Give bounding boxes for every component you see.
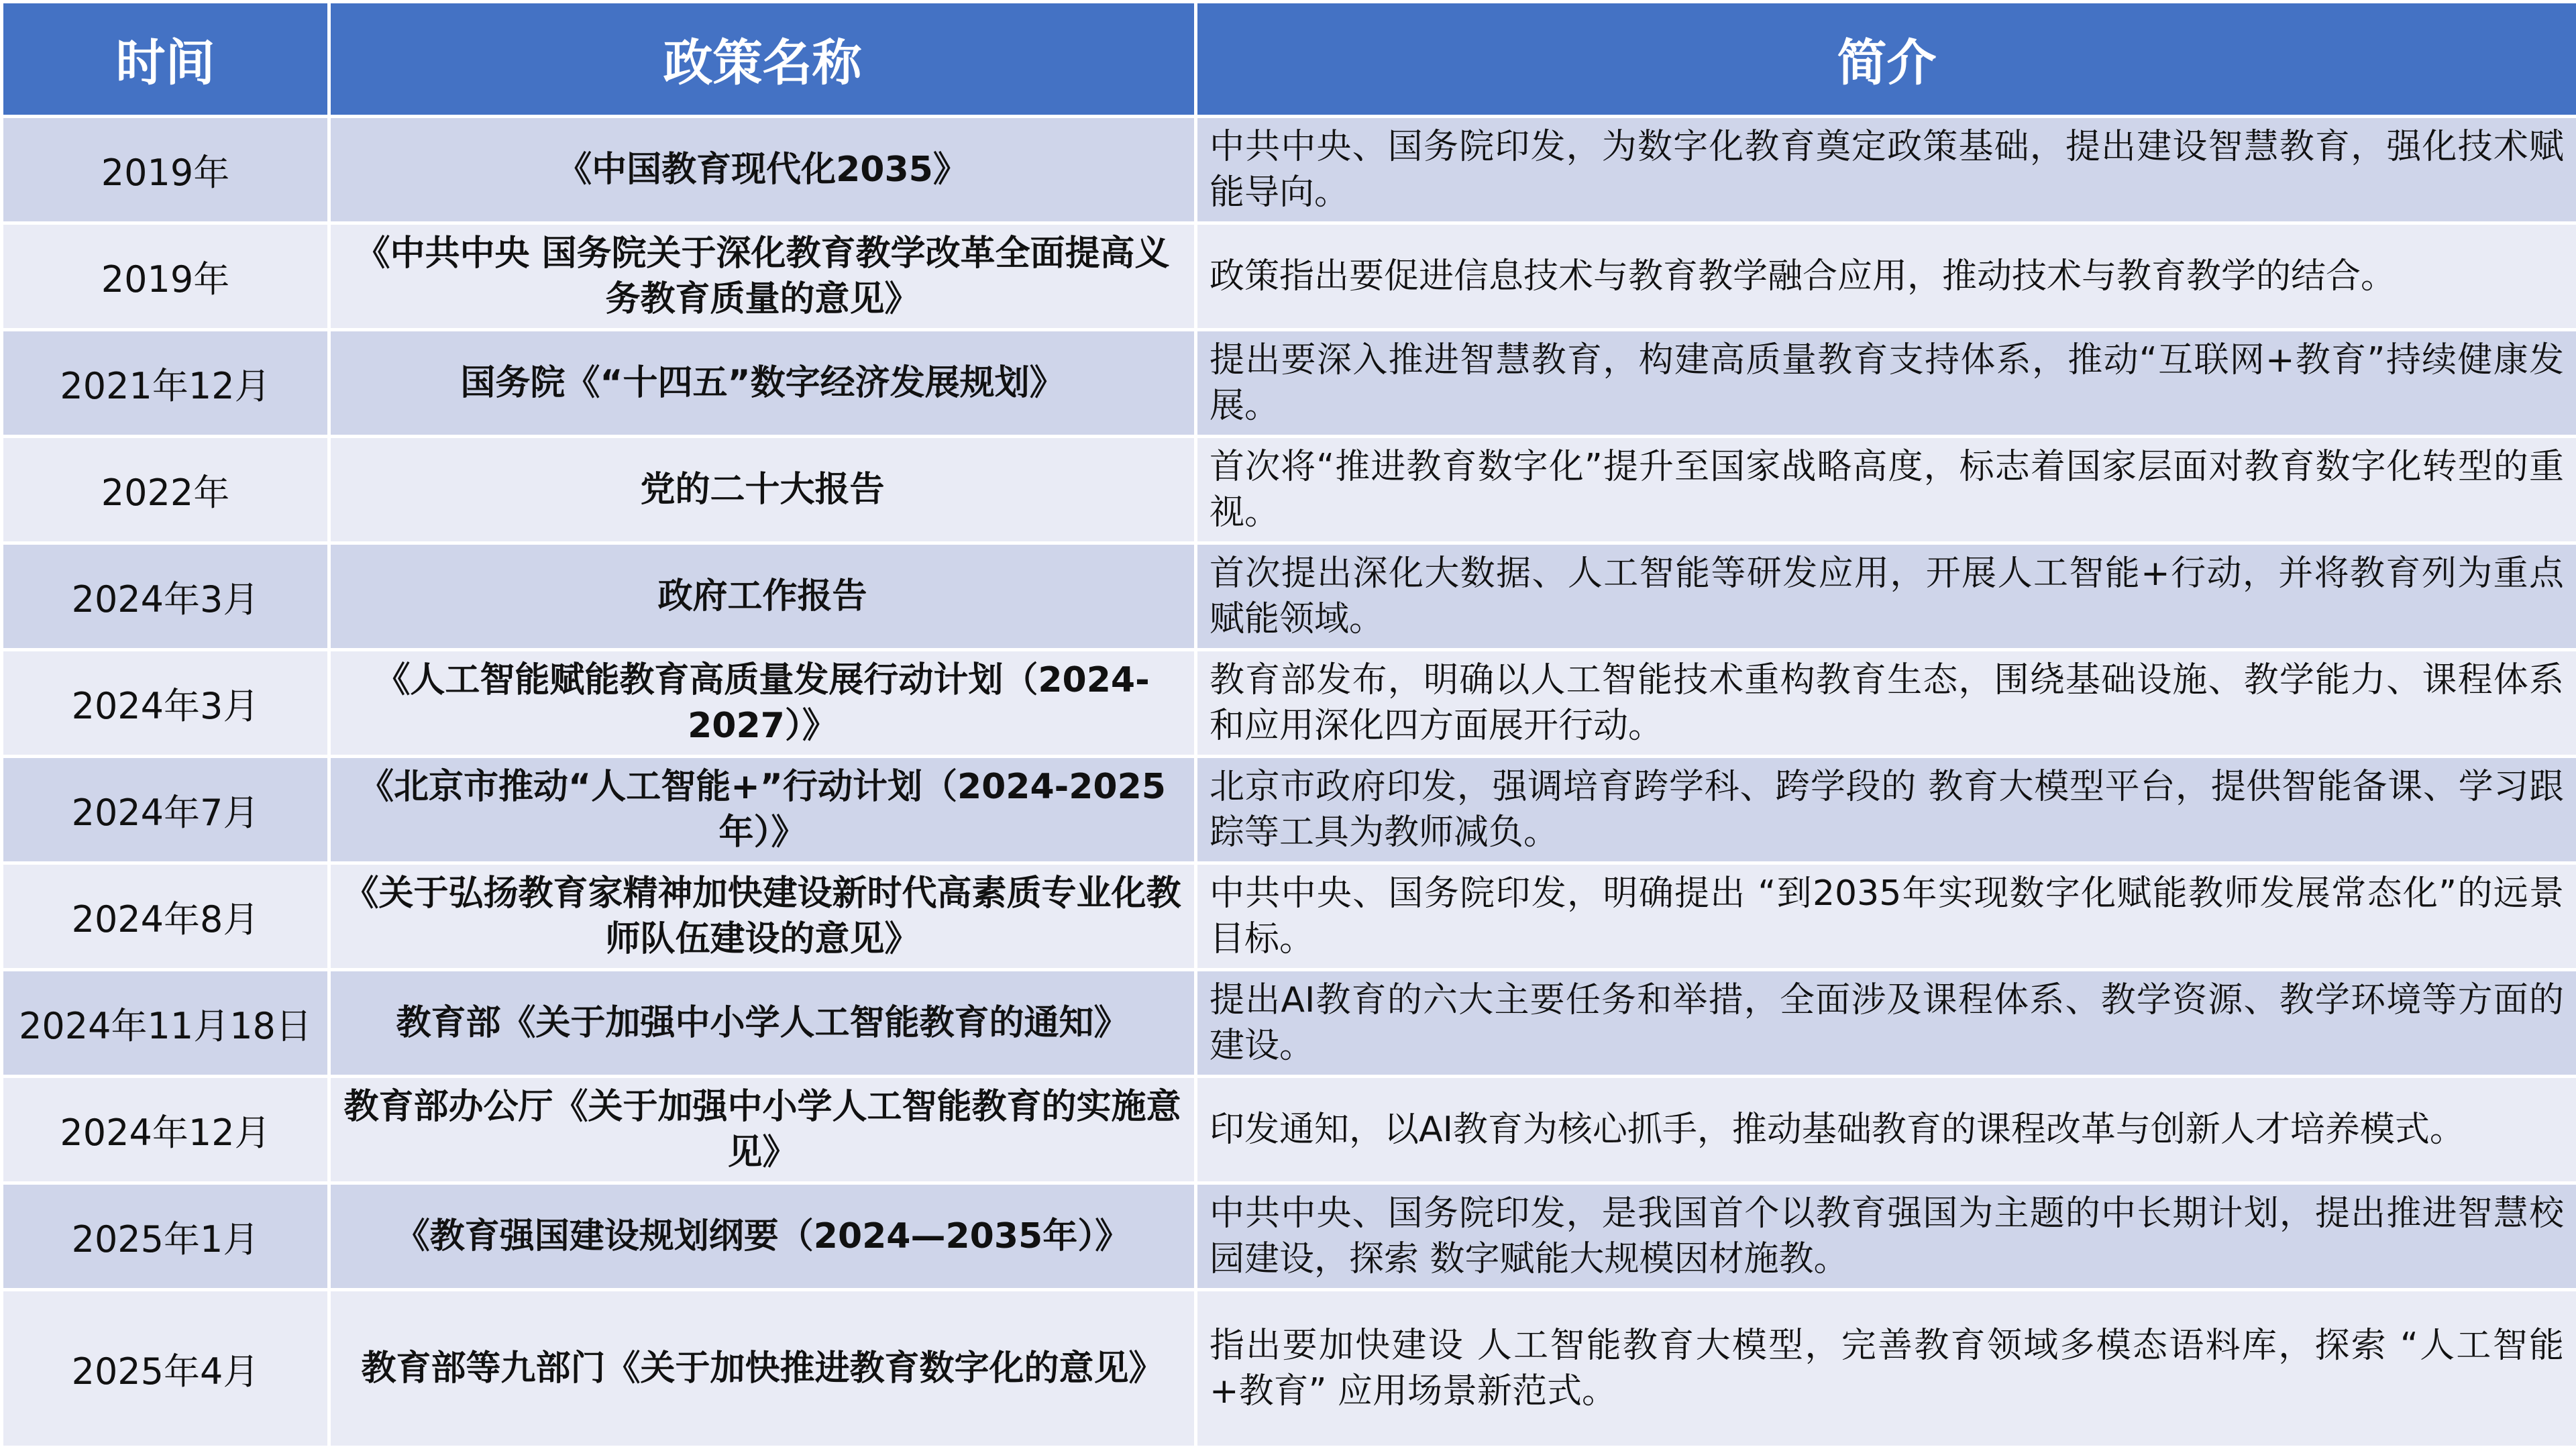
description-cell: 政策指出要促进信息技术与教育教学融合应用，推动技术与教育教学的结合。 [1196, 223, 2576, 330]
table-header [2, 2, 2576, 117]
policy-name-cell: 政府工作报告 [329, 543, 1196, 650]
description-cell: 提出要深入推进智慧教育，构建高质量教育支持体系，推动“互联网+教育”持续健康发展。 [1196, 330, 2576, 437]
time-cell: 2019年 [2, 223, 329, 330]
time-cell: 2019年 [2, 117, 329, 223]
policy-name-cell: 教育部办公厅《关于加强中小学人工智能教育的实施意见》 [329, 1077, 1196, 1183]
description-cell: 中共中央、国务院印发，是我国首个以教育强国为主题的中长期计划，提出推进智慧校园建设，探索 数字赋能大规模因材施教。 [1196, 1183, 2576, 1290]
description-cell: 北京市政府印发，强调培育跨学科、跨学段的 教育大模型平台，提供智能备课、学习跟踪等工具为教师减负。 [1196, 757, 2576, 863]
description-cell: 首次提出深化大数据、人工智能等研发应用，开展人工智能+行动，并将教育列为重点赋能领域。 [1196, 543, 2576, 650]
header-time: 时间 [2, 2, 329, 117]
description-cell: 教育部发布，明确以人工智能技术重构教育生态，围绕基础设施、教学能力、课程体系和应用深化四方面展开行动。 [1196, 650, 2576, 757]
table-row [2, 970, 2576, 1077]
time-cell: 2024年7月 [2, 757, 329, 863]
description-cell: 中共中央、国务院印发，明确提出 “到2035年实现数字化赋能教师发展常态化”的远景目标。 [1196, 863, 2576, 970]
policy-name-cell: 《中共中央 国务院关于深化教育教学改革全面提高义务教育质量的意见》 [329, 223, 1196, 330]
time-cell: 2024年12月 [2, 1077, 329, 1183]
time-cell: 2024年11月18日 [2, 970, 329, 1077]
policy-name-cell: 教育部《关于加强中小学人工智能教育的通知》 [329, 970, 1196, 1077]
description-cell: 提出AI教育的六大主要任务和举措，全面涉及课程体系、教学资源、教学环境等方面的建设。 [1196, 970, 2576, 1077]
table-row [2, 1077, 2576, 1183]
table-row [2, 863, 2576, 970]
table-row [2, 650, 2576, 757]
time-cell: 2025年1月 [2, 1183, 329, 1290]
table-body [2, 117, 2576, 1448]
policy-name-cell: 《北京市推动“人工智能+”行动计划（2024-2025年）》 [329, 757, 1196, 863]
description-cell: 印发通知，以AI教育为核心抓手，推动基础教育的课程改革与创新人才培养模式。 [1196, 1077, 2576, 1183]
description-cell: 中共中央、国务院印发，为数字化教育奠定政策基础，提出建设智慧教育，强化技术赋能导向。 [1196, 117, 2576, 223]
time-cell: 2024年8月 [2, 863, 329, 970]
header-row [2, 2, 2576, 117]
policy-name-cell: 《关于弘扬教育家精神加快建设新时代高素质专业化教师队伍建设的意见》 [329, 863, 1196, 970]
table-row [2, 757, 2576, 863]
time-cell: 2024年3月 [2, 543, 329, 650]
policy-name-cell: 教育部等九部门《关于加快推进教育数字化的意见》 [329, 1290, 1196, 1448]
time-cell: 2021年12月 [2, 330, 329, 437]
time-cell: 2022年 [2, 437, 329, 543]
table-row [2, 117, 2576, 223]
description-cell: 指出要加快建设 人工智能教育大模型，完善教育领域多模态语料库，探索 “人工智能+教育” 应用场景新范式。 [1196, 1290, 2576, 1448]
table-row [2, 437, 2576, 543]
table-row [2, 1183, 2576, 1290]
table-row [2, 330, 2576, 437]
header-policy-name: 政策名称 [329, 2, 1196, 117]
table-row [2, 543, 2576, 650]
header-description: 简介 [1196, 2, 2576, 117]
policy-name-cell: 《人工智能赋能教育高质量发展行动计划（2024-2027）》 [329, 650, 1196, 757]
time-cell: 2024年3月 [2, 650, 329, 757]
policy-name-cell: 《中国教育现代化2035》 [329, 117, 1196, 223]
table-row [2, 1290, 2576, 1448]
table-row [2, 223, 2576, 330]
policy-name-cell: 党的二十大报告 [329, 437, 1196, 543]
time-cell: 2025年4月 [2, 1290, 329, 1448]
policy-name-cell: 国务院《“十四五”数字经济发展规划》 [329, 330, 1196, 437]
description-cell: 首次将“推进教育数字化”提升至国家战略高度，标志着国家层面对教育数字化转型的重视。 [1196, 437, 2576, 543]
policy-name-cell: 《教育强国建设规划纲要（2024—2035年）》 [329, 1183, 1196, 1290]
